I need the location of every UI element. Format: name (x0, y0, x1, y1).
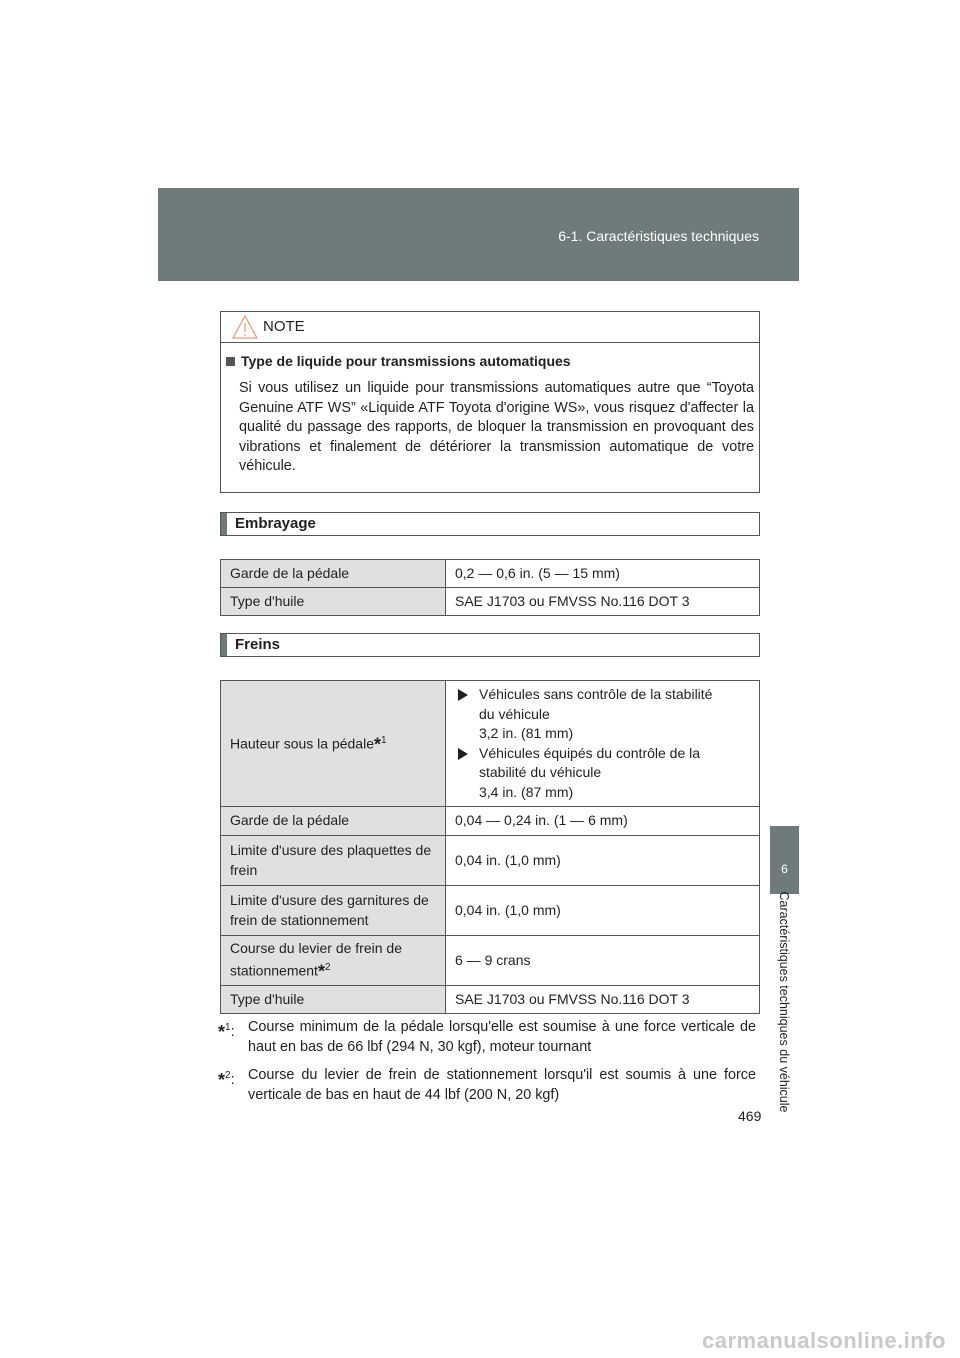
item-line: Véhicules équipés du contrôle de la (479, 744, 701, 761)
footnote-marker: *$^2$: (218, 1069, 235, 1090)
table-row (221, 807, 760, 836)
table-label (221, 681, 446, 807)
asterisk-icon: * (218, 1069, 226, 1090)
arrow-icon (458, 748, 468, 760)
item-value: 3,4 in. (87 mm) (479, 783, 574, 800)
section-marker (221, 513, 227, 535)
section-clutch (220, 512, 760, 536)
footnote-text: Course minimum de la pédale lorsqu'elle est soumise à une force verticale de haut en bas de 66 lbf (294 N, 30 kgf), moteur tournant (248, 1019, 756, 1055)
footnote-marker: *$^1$: (218, 1021, 235, 1042)
table-row (221, 681, 760, 807)
label-line: Limite d'usure des garnitures de (230, 892, 429, 908)
table-row (221, 588, 760, 616)
table-value: 0,04 in. (1,0 mm) (446, 886, 760, 936)
table-label (221, 886, 446, 936)
chapter-tab (770, 826, 799, 894)
footnote (218, 1018, 756, 1057)
note-subtitle-text: Type de liquide pour transmissions automatiques (241, 353, 571, 369)
label-line: frein (230, 861, 258, 878)
note-subtitle (226, 353, 571, 369)
section-marker (221, 634, 227, 656)
section-title: Embrayage (235, 515, 316, 532)
table-label: Garde de la pédale (221, 560, 446, 588)
table-label (221, 836, 446, 886)
footnote (218, 1066, 756, 1105)
table-row (221, 560, 760, 588)
pedal-height-label: Hauteur sous la pédale (230, 736, 374, 753)
table-label: Garde de la pédale (221, 807, 446, 836)
warning-icon (232, 314, 258, 340)
table-label: Type d'huile (221, 986, 446, 1014)
footnote-num: 1 (225, 1022, 231, 1033)
arrow-icon (458, 689, 468, 701)
footnote-num: 2 (225, 1070, 231, 1081)
table-label (221, 936, 446, 986)
label-line-text: stationnement (230, 962, 318, 979)
note-title: NOTE (263, 318, 305, 335)
chapter-label: Caractéristiques techniques du véhicule (777, 891, 791, 1113)
note-body: Si vous utilisez un liquide pour transmissions automatiques autre que “Toyota Genuine ATF WS” «Liquide ATF Toyota d'origine WS», vous risquez d'affecter la qualité du passage des rapports, de bloquer la transmission en provoquant des vibrations et finalement de détériorer la transmission automatique de votre véhicule. (239, 380, 754, 474)
section-title: Freins (235, 636, 281, 653)
item-line: stabilité du véhicule (479, 764, 602, 780)
table-label: Type d'huile (221, 588, 446, 616)
header-band (158, 188, 799, 281)
square-bullet-icon (226, 357, 235, 366)
table-value: SAE J1703 ou FMVSS No.116 DOT 3 (446, 986, 760, 1014)
item-line: du véhicule (479, 705, 550, 722)
table-value: 0,04 — 0,24 in. (1 — 6 mm) (446, 807, 760, 836)
table-row (221, 986, 760, 1014)
label-line: frein de stationnement (230, 911, 369, 928)
note-header (221, 312, 759, 343)
table-row (221, 936, 760, 986)
chapter-number: 6 (781, 862, 788, 876)
asterisk-icon: * (374, 735, 382, 756)
footnote-ref: 2 (324, 962, 331, 974)
watermark: carmanualsonline.info (702, 1328, 946, 1353)
clutch-table (220, 559, 760, 616)
page-number: 469 (738, 1108, 762, 1124)
section-header: 6-1. Caractéristiques techniques (558, 228, 759, 244)
footnote-text: Course du levier de frein de stationnement lorsqu'il est soumis à une force verticale de bas en haut de 44 lbf (200 N, 20 kgf) (248, 1067, 756, 1103)
label-line (230, 958, 436, 982)
footnote-ref: 1 (381, 735, 387, 747)
table-value: 0,2 — 0,6 in. (5 — 15 mm) (446, 560, 760, 588)
section-brakes (220, 633, 760, 657)
brakes-table (220, 680, 760, 1014)
asterisk-icon: * (218, 1021, 226, 1042)
note-box (220, 311, 760, 493)
table-row (221, 836, 760, 886)
table-value: SAE J1703 ou FMVSS No.116 DOT 3 (446, 588, 760, 616)
list-item (455, 685, 750, 744)
table-row (221, 886, 760, 936)
table-value: 6 — 9 crans (446, 936, 760, 986)
table-value (446, 681, 760, 807)
table-value: 0,04 in. (1,0 mm) (446, 836, 760, 886)
label-line: Course du levier de frein de (230, 939, 402, 956)
label-line: Limite d'usure des plaquettes de (230, 842, 432, 858)
item-line: Véhicules sans contrôle de la stabilité (479, 686, 713, 702)
item-value: 3,2 in. (81 mm) (479, 725, 574, 741)
asterisk-icon: * (317, 961, 325, 982)
list-item (455, 744, 750, 803)
